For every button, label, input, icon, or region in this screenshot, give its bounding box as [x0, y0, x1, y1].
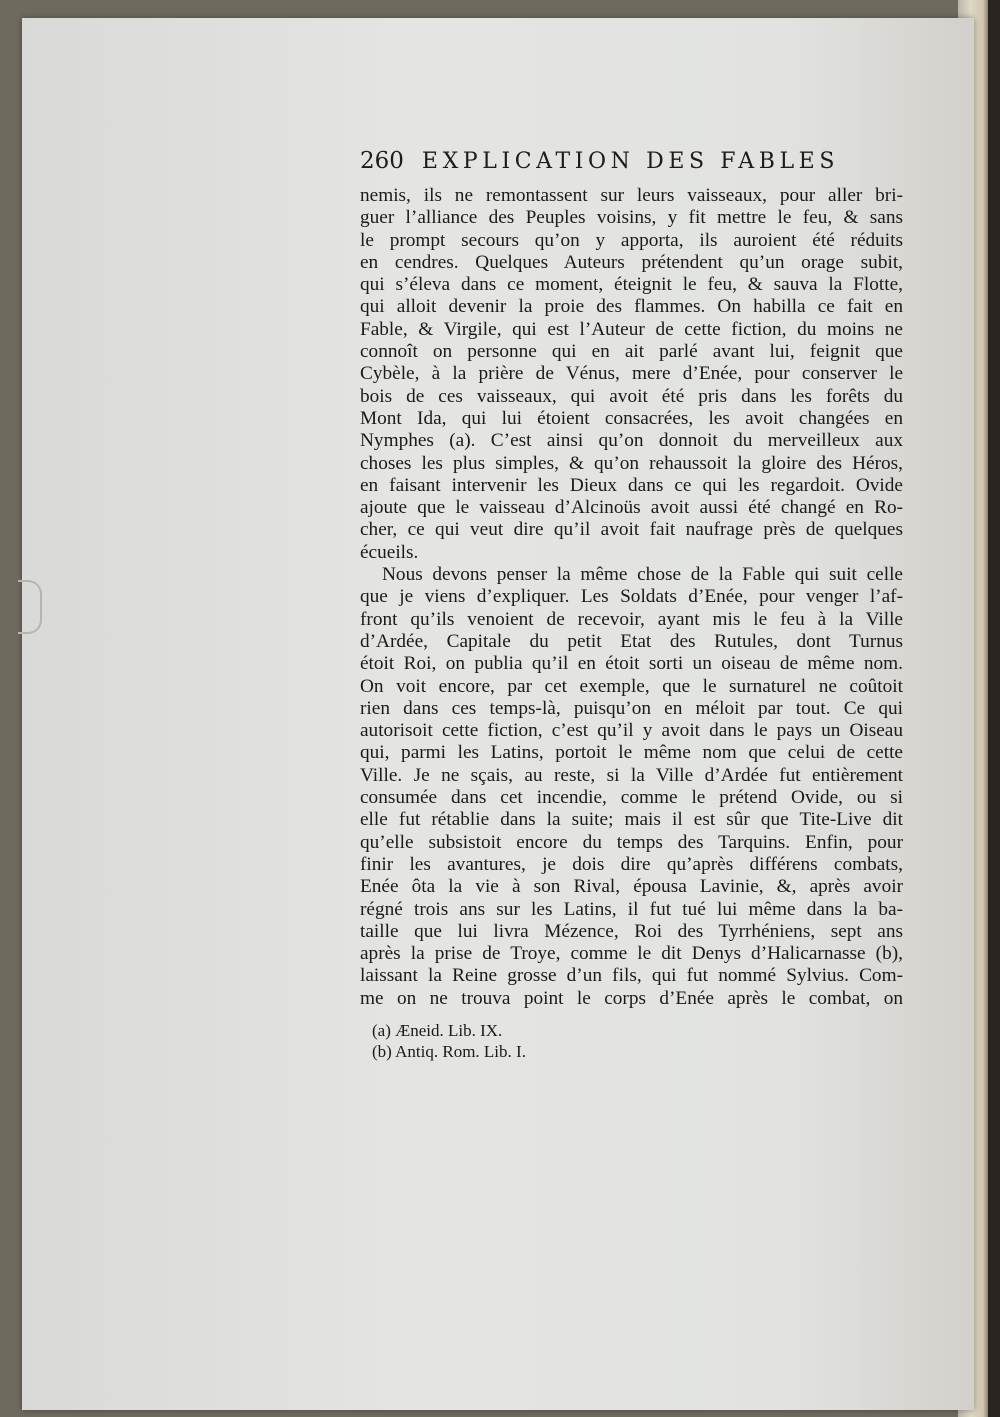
- text-line: qui s’éleva dans ce moment, éteignit le feu, & sauva la Flotte,: [360, 274, 903, 296]
- body-text: [360, 185, 903, 1010]
- text-line: taille que lui livra Mézence, Roi des Tyrrhéniens, sept ans: [360, 920, 903, 942]
- text-line: cher, ce qui veut dire qu’il avoit fait naufrage près de quelques: [360, 519, 903, 541]
- text-line: front qu’ils venoient de recevoir, ayant mis le feu à la Ville: [360, 608, 903, 630]
- text-line: en cendres. Quelques Auteurs prétendent qu’un orage subit,: [360, 251, 903, 273]
- text-line: d’Ardée, Capitale du petit Etat des Rutules, dont Turnus: [360, 630, 903, 652]
- text-line: Fable, & Virgile, qui est l’Auteur de cette fiction, du moins ne: [360, 318, 903, 340]
- text-line: choses les plus simples, & qu’on rehaussoit la gloire des Héros,: [360, 452, 903, 474]
- text-line: finir les avantures, je dois dire qu’après différens combats,: [360, 853, 903, 875]
- paragraph-1: [360, 185, 903, 564]
- text-line: qui alloit devenir la proie des flammes. On habilla ce fait en: [360, 296, 903, 318]
- text-line: en faisant intervenir les Dieux dans ce qui les regardoit. Ovide: [360, 474, 903, 496]
- text-line: autorisoit cette fiction, c’est qu’il y avoit dans le pays un Oiseau: [360, 720, 903, 742]
- text-line: régné trois ans sur les Latins, il fut tué lui même dans la ba-: [360, 898, 903, 920]
- book-binding-edge: [988, 0, 1000, 1417]
- text-line: Nymphes (a). C’est ainsi qu’on donnoit du merveilleux aux: [360, 430, 903, 452]
- text-line: ajoute que le vaisseau d’Alcinoüs avoit aussi été changé en Ro-: [360, 497, 903, 519]
- text-line: étoit Roi, on publia qu’il en étoit sorti un oiseau de même nom.: [360, 653, 903, 675]
- page-header: [360, 148, 905, 174]
- page-number: 260: [360, 148, 404, 174]
- paragraph-2: [360, 564, 903, 1010]
- text-line: nemis, ils ne remontassent sur leurs vaisseaux, pour aller bri-: [360, 185, 903, 206]
- text-line: Enée ôta la vie à son Rival, épousa Lavinie, &, après avoir: [360, 876, 903, 898]
- running-head: EXPLICATION DES FABLES: [421, 149, 840, 174]
- text-line: elle fut rétablie dans la suite; mais il est sûr que Tite-Live dit: [360, 809, 903, 831]
- text-line: bois de ces vaisseaux, qui avoit été pris dans les forêts du: [360, 385, 903, 407]
- text-line: rien dans ces temps-là, puisqu’on en méloit par tout. Ce qui: [360, 697, 903, 719]
- text-line: laissant la Reine grosse d’un fils, qui fut nommé Sylvius. Com-: [360, 965, 903, 987]
- footnote-a: (a) Æneid. Lib. IX.: [372, 1021, 503, 1040]
- text-line: me on ne trouva point le corps d’Enée après le combat, on: [360, 987, 903, 1009]
- text-line: Cybèle, à la prière de Vénus, mere d’Enée, pour conserver le: [360, 363, 903, 385]
- text-line: On voit encore, par cet exemple, que le surnaturel ne coûtoit: [360, 675, 903, 697]
- text-line: après la prise de Troye, comme le dit Denys d’Halicarnasse (b),: [360, 943, 903, 965]
- text-line: Ville. Je ne sçais, au reste, si la Ville d’Ardée fut entièrement: [360, 764, 903, 786]
- footnotes: [372, 1020, 772, 1062]
- text-line: Mont Ida, qui lui étoient consacrées, les avoit changées en: [360, 407, 903, 429]
- text-line: que je viens d’expliquer. Les Soldats d’Enée, pour venger l’af-: [360, 586, 903, 608]
- text-line: le prompt secours qu’on y apporta, ils auroient été réduits: [360, 229, 903, 251]
- text-line: connoît on personne qui en ait parlé avant lui, feignit que: [360, 341, 903, 363]
- text-line: écueils.: [360, 541, 419, 563]
- text-line: consumée dans cet incendie, comme le prétend Ovide, ou si: [360, 787, 903, 809]
- text-line: qu’elle subsistoit encore du temps des Tarquins. Enfin, pour: [360, 831, 903, 853]
- text-line: guer l’alliance des Peuples voisins, y fit mettre le feu, & sans: [360, 207, 903, 229]
- text-line: qui, parmi les Latins, portoit le même nom que celui de cette: [360, 742, 903, 764]
- text-line: Nous devons penser la même chose de la Fable qui suit celle: [382, 564, 903, 586]
- page-clip-mark: [18, 580, 42, 634]
- footnote-b: (b) Antiq. Rom. Lib. I.: [372, 1042, 526, 1061]
